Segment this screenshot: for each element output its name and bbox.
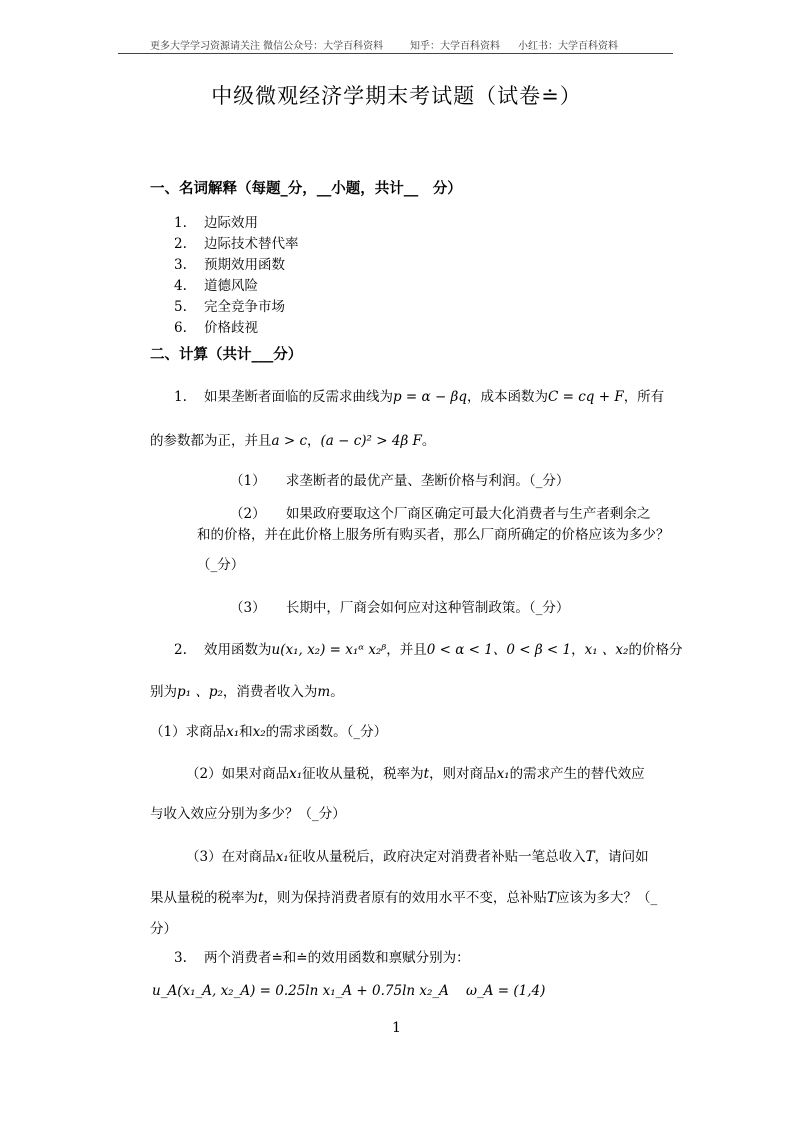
- q2-p2d: 的需求产生的替代效应: [509, 766, 645, 782]
- item-text: 完全竞争市场: [204, 299, 285, 315]
- q1-part1: （1） 求垄断者的最优产量、垄断价格与利润。（_分）: [230, 473, 570, 489]
- q2-p3-T: T: [585, 849, 595, 865]
- q2-part2-line2: 与收入效应分别为多少？（_分）: [150, 806, 346, 822]
- q1-dot: 。: [421, 433, 436, 449]
- item-text: 边际技术替代率: [204, 236, 299, 252]
- q1-condition2: (a − c)² > 4β F: [320, 433, 422, 449]
- q2-p3a: （3）在对商品: [186, 849, 276, 865]
- list-item: [174, 211, 258, 231]
- q2-goods: x₁ 、x₂: [584, 642, 629, 658]
- q2-p1a: （1）求商品: [150, 724, 227, 740]
- list-item: [174, 232, 299, 252]
- q1-part2-line3: （_分）: [197, 557, 245, 573]
- q2-intro: 效用函数为: [204, 642, 272, 658]
- item-number: 3.: [174, 257, 187, 273]
- q1-end: ，所有: [623, 389, 665, 405]
- q2-p1-x2: x₂: [252, 724, 266, 740]
- q2-p1c: 的需求函数。（_分）: [265, 724, 388, 740]
- item-text: 边际效用: [204, 215, 258, 231]
- q1-part2-line1: （2） 如果政府要取这个厂商区确定可最大化消费者与生产者剩余之: [230, 506, 651, 522]
- q1-line2: [150, 429, 435, 449]
- item-text: 价格歧视: [204, 320, 258, 336]
- q2-income: m: [317, 684, 331, 700]
- q2-p1-x1: x₁: [226, 724, 240, 740]
- q2-line2c: 。: [330, 684, 344, 700]
- item-number: 6.: [174, 320, 187, 336]
- q1-number: 1.: [174, 389, 187, 405]
- q1-line2-text: 的参数都为正，并且: [150, 433, 272, 449]
- q3-utility-formula: u_A(x₁_A, x₂_A) = 0.25ln x₁_A + 0.75ln x₂_A: [152, 983, 449, 999]
- q3-intro: 两个消费者≐和≐的效用函数和禀赋分别为：: [204, 950, 470, 966]
- section2-heading: 二、计算（共计___分）: [150, 346, 303, 363]
- q2-p2-x2: x₁: [496, 766, 510, 782]
- q3-line1: [174, 946, 470, 966]
- q2-p2-t: t: [423, 766, 430, 782]
- q2-part2-line1: [186, 762, 645, 782]
- list-item: [174, 253, 285, 273]
- q2-line2b: ，消费者收入为: [222, 684, 318, 700]
- q2-utility-formula: u(x₁, x₂) = x₁ᵅ x₂ᵝ: [271, 642, 387, 658]
- q2-mid: ，并且: [386, 642, 427, 658]
- q1-intro: 如果垄断者面临的反需求曲线为: [204, 389, 393, 405]
- q2-p2-x: x₁: [289, 766, 303, 782]
- list-item: [174, 295, 285, 315]
- item-text: 道德风险: [204, 278, 258, 294]
- q2-p2b: 征收从量税，税率为: [302, 766, 424, 782]
- q2-p3line2c: 应该为多大？（_: [555, 890, 658, 906]
- q3-number: 3.: [174, 950, 187, 966]
- q2-p3line2a: 果从量税的税率为: [150, 890, 258, 906]
- q1-mid: ，成本函数为: [467, 389, 548, 405]
- header-middle-text: 知乎：大学百科资料: [410, 41, 500, 52]
- q1-cost-formula: C = cq + F: [548, 389, 624, 405]
- q2-line2: [150, 680, 344, 700]
- item-number: 1.: [174, 215, 187, 231]
- item-number: 5.: [174, 299, 187, 315]
- q2-prices: p₁ 、p₂: [177, 684, 223, 700]
- q2-p3b: 征收从量税后，政府决定对消费者补贴一笔总收入: [288, 849, 586, 865]
- q2-end: 的价格分: [628, 642, 683, 658]
- q3-endowment: ω_A = (1,4): [466, 983, 546, 999]
- q2-part1: [150, 720, 387, 740]
- q2-p3-x: x₁: [275, 849, 289, 865]
- header-right-text: 小红书：大学百科资料: [518, 41, 618, 52]
- item-text: 预期效用函数: [204, 257, 285, 273]
- q1-part3: （3） 长期中，厂商会如何应对这种管制政策。（_分）: [230, 600, 570, 616]
- q2-part3-line2: [150, 886, 657, 906]
- q2-mid2: ，: [571, 642, 585, 658]
- q2-p3-T2: T: [546, 890, 556, 906]
- section1-heading: 一、名词解释（每题_分，__小题，共计__ 分）: [150, 180, 462, 197]
- q1-condition1: a > c: [271, 433, 308, 449]
- q1-line1: [174, 385, 664, 405]
- q2-line2a: 别为: [150, 684, 177, 700]
- q2-p2a: （2）如果对商品: [186, 766, 290, 782]
- q2-p3line2b: ，则为保持消费者原有的效用水平不变，总补贴: [263, 890, 547, 906]
- item-number: 2.: [174, 236, 187, 252]
- header-left-text: 更多大学学习资源请关注 微信公众号：大学百科资料: [150, 41, 384, 52]
- q2-p1b: 和: [239, 724, 253, 740]
- q1-sep: ，: [307, 433, 321, 449]
- q2-condition: 0 < α < 1、0 < β < 1: [426, 642, 572, 658]
- item-number: 4.: [174, 278, 187, 294]
- q2-p3c: ，请问如: [594, 849, 649, 865]
- header-divider: [118, 53, 673, 54]
- q1-demand-formula: p = α − βq: [393, 389, 467, 405]
- q2-part3-line1: [186, 845, 649, 865]
- page-number: 1: [392, 1020, 401, 1036]
- q2-p3-t: t: [258, 890, 264, 906]
- q2-number: 2.: [174, 642, 187, 658]
- list-item: [174, 274, 258, 294]
- document-title: 中级微观经济学期末考试题（试卷≐）: [211, 84, 582, 108]
- q2-line1: [174, 638, 682, 658]
- list-item: [174, 316, 258, 336]
- q2-part3-line3: 分）: [150, 921, 177, 937]
- q2-p2c: ，则对商品: [429, 766, 497, 782]
- q1-part2-line2: 和的价格，并在此价格上服务所有购买者，那么厂商所确定的价格应该为多少？: [197, 527, 670, 543]
